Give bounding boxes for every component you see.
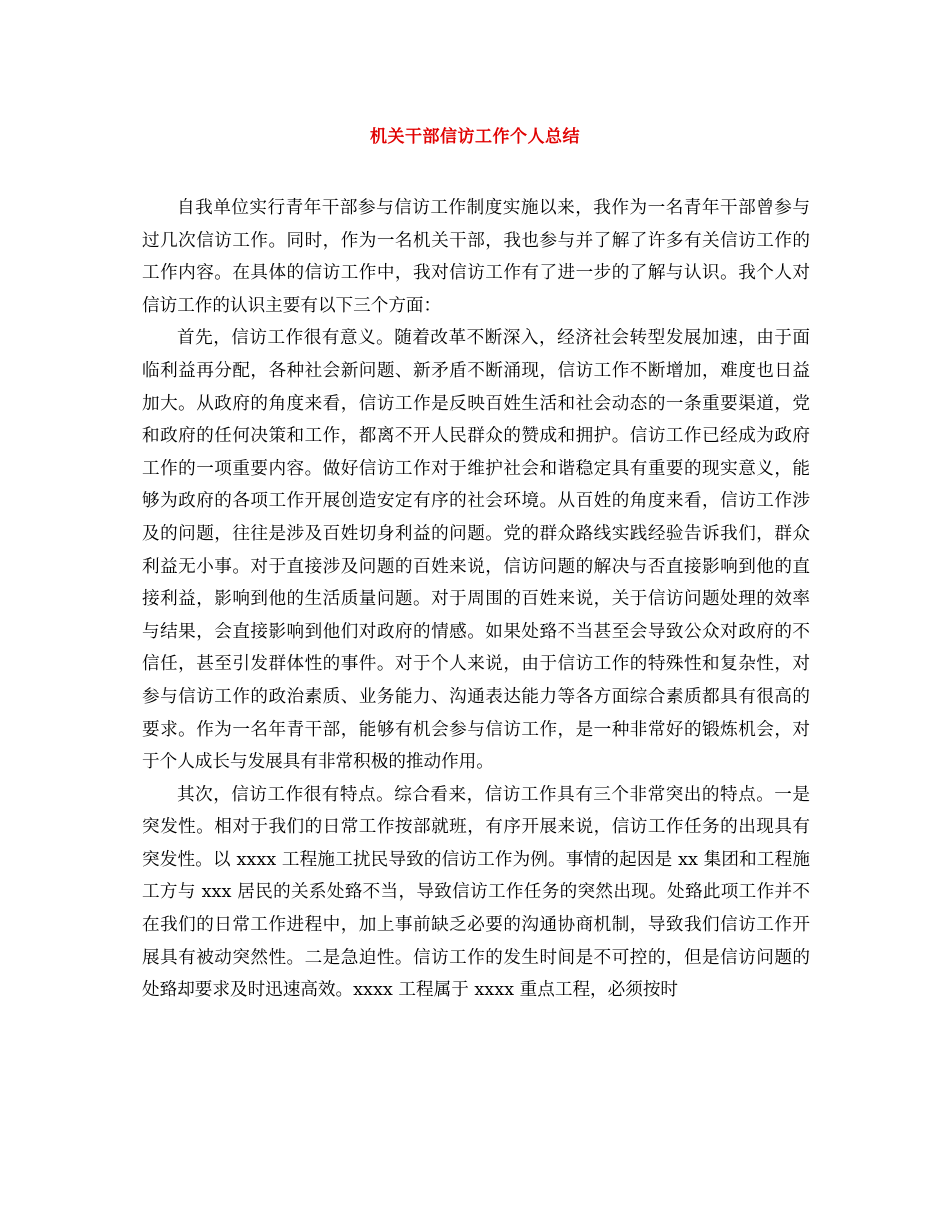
document-title: 机关干部信访工作个人总结 [370,127,580,147]
paragraph-first-point: 首先，信访工作很有意义。随着改革不断深入，经济社会转型发展加速，由于面临利益再分配，各种社会新问题、新矛盾不断涌现，信访工作不断增加，难度也日益加大。从政府的角度来看，信访工作是反映百姓生活和社会动态的一条重要渠道，党和政府的任何决策和工作，都离不开人民群众的赞成和拥护。信访工作已经成为政府工作的一项重要内容。做好信访工作对于维护社会和谐稳定具有重要的现实意义，能够为政府的各项工作开展创造安定有序的社会环境。从百姓的角度来看，信访工作涉及的问题，往往是涉及百姓切身利益的问题。党的群众路线实践经验告诉我们，群众利益无小事。对于直接涉及问题的百姓来说，信访问题的解决与否直接影响到他的直接利益，影响到他的生活质量问题。对于周围的百姓来说，关于信访问题处理的效率与结果，会直接影响到他们对政府的情感。如果处臵不当甚至会导致公众对政府的不信任，甚至引发群体性的事件。对于个人来说，由于信访工作的特殊性和复杂性，对参与信访工作的政治素质、业务能力、沟通表达能力等各方面综合素质都具有很高的要求。作为一名年青干部，能够有机会参与信访工作，是一种非常好的锻炼机会，对于个人成长与发展具有非常积极的推动作用。 [142,328,810,773]
document-body [142,192,810,1007]
paragraph-intro: 自我单位实行青年干部参与信访工作制度实施以来，我作为一名青年干部曾参与过几次信访工作。同时，作为一名机关干部，我也参与并了解了许多有关信访工作的工作内容。在具体的信访工作中，我对信访工作有了进一步的了解与认识。我个人对信访工作的认识主要有以下三个方面： [142,198,810,316]
paragraph-second-point: 其次，信访工作很有特点。综合看来，信访工作具有三个非常突出的特点。一是突发性。相对于我们的日常工作按部就班，有序开展来说，信访工作任务的出现具有突发性。以 xxxx 工程施工扰民导致的信访工作为例。事情的起因是 xx 集团和工程施工方与 xxx 居民的关系处臵不当，导致信访工作任务的突然出现。处臵此项工作并不在我们的日常工作进程中，加上事前缺乏必要的沟通协商机制，导致我们信访工作开展具有被动突然性。二是急迫性。信访工作的发生时间是不可控的，但是信访问题的处臵却要求及时迅速高效。xxxx 工程属于 xxxx 重点工程，必须按时 [142,784,810,1001]
